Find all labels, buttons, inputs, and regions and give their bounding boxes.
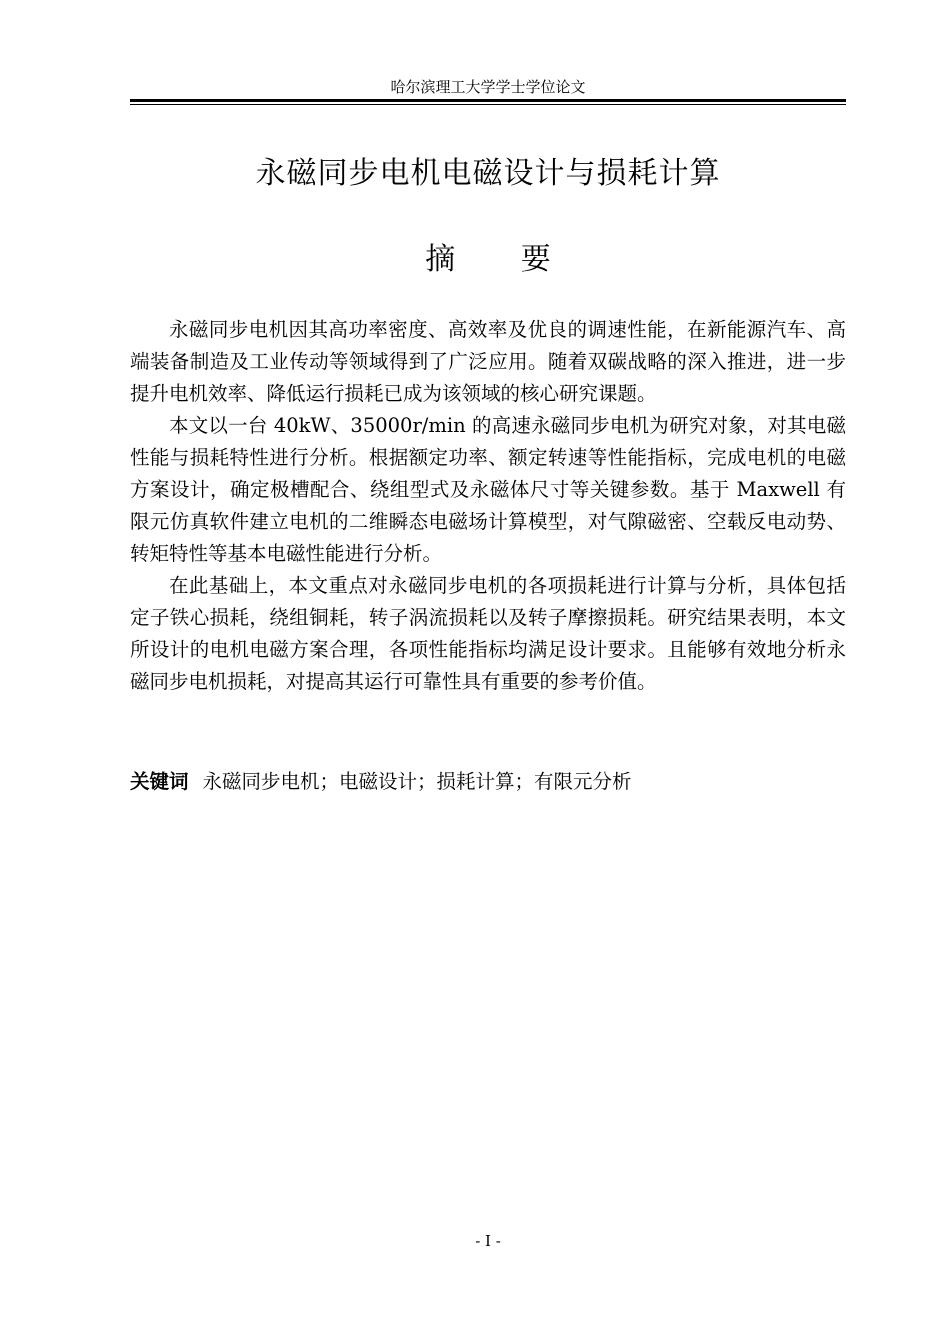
abstract-paragraph-3: 在此基础上，本文重点对永磁同步电机的各项损耗进行计算与分析，具体包括定子铁心损耗，绕组铜耗，转子涡流损耗以及转子摩擦损耗。研究结果表明，本文所设计的电机电磁方案合理，各项性能指标均满足设计要求。且能够有效地分析永磁同步电机损耗，对提高其运行可靠性具有重要的参考价值。 — [130, 574, 846, 693]
thesis-title: 永磁同步电机电磁设计与损耗计算 — [255, 156, 721, 191]
abstract-heading: 摘 要 — [425, 242, 579, 277]
keywords-line — [130, 766, 846, 798]
header-rule-thick — [130, 99, 846, 102]
keywords-label: 关键词 — [130, 770, 189, 793]
page-number: - I - — [475, 1232, 501, 1250]
abstract-paragraph-1: 永磁同步电机因其高功率密度、高效率及优良的调速性能，在新能源汽车、高端装备制造及工业传动等领域得到了广泛应用。随着双碳战略的深入推进，进一步提升电机效率、降低运行损耗已成为该领域的核心研究课题。 — [130, 318, 846, 405]
keywords-text: 永磁同步电机；电磁设计；损耗计算；有限元分析 — [202, 770, 632, 793]
running-header: 哈尔滨理工大学学士学位论文 — [390, 78, 586, 96]
header-rule-thin — [130, 104, 846, 105]
abstract-body — [130, 314, 846, 698]
abstract-paragraph-2: 本文以一台 40kW、35000r/min 的高速永磁同步电机为研究对象，对其电磁性能与损耗特性进行分析。根据额定功率、额定转速等性能指标，完成电机的电磁方案设计，确定极槽配合、绕组型式及永磁体尺寸等关键参数。基于 Maxwell 有限元仿真软件建立电机的二维瞬态电磁场计算模型，对气隙磁密、空载反电动势、转矩特性等基本电磁性能进行分析。 — [130, 414, 846, 565]
